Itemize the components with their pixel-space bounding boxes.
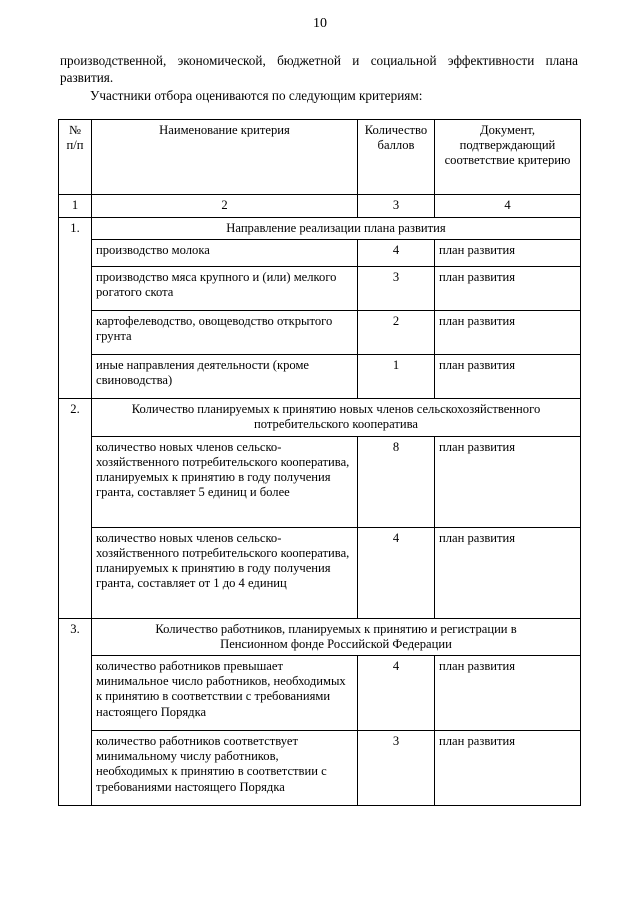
intro-paragraph-1: производственной, экономической, бюджетной и социальной эффективности плана развития. [60,53,578,85]
section-number: 3. [59,618,92,805]
criterion-points: 4 [358,527,435,618]
criterion-name: количество новых членов сельско-хозяйственного потребительского кооператива, планируемых к принятию в году получения гранта, составляет 5 единиц и более [92,436,358,527]
criterion-points: 3 [358,731,435,806]
criterion-name: картофелеводство, овощеводство открытого грунта [92,311,358,355]
section-title: Количество планируемых к принятию новых членов сельскохозяйственного потребительского кооператива [92,399,581,436]
table-row [59,355,581,399]
column-number: 2 [92,195,358,218]
criterion-document: план развития [435,240,581,267]
criterion-document: план развития [435,267,581,311]
intro-text [60,52,578,104]
criterion-document: план развития [435,436,581,527]
criterion-document: план развития [435,527,581,618]
column-number: 4 [435,195,581,218]
table-row [59,267,581,311]
criterion-document: план развития [435,731,581,806]
criterion-name: количество новых членов сельско-хозяйственного потребительского кооператива, планируемых к принятию в году получения гранта, составляет от 1 до 4 единиц [92,527,358,618]
criterion-points: 1 [358,355,435,399]
column-number: 1 [59,195,92,218]
criterion-name: производство молока [92,240,358,267]
criterion-name: количество работников соответствует минимальному числу работников, необходимых к принятию в соответствии с требованиями настоящего Порядка [92,731,358,806]
criterion-name: количество работников превышает минимальное число работников, необходимых к принятию в соответствии с требованиями настоящего Порядка [92,656,358,731]
table-row [59,731,581,806]
table-header-row [59,120,581,195]
column-number-row [59,195,581,218]
section-row [59,218,581,240]
section-title: Количество работников, планируемых к принятию и регистрации в Пенсионном фонде Российской Федерации [92,618,581,655]
header-points: Количество баллов [358,120,435,195]
table-row [59,311,581,355]
criterion-points: 8 [358,436,435,527]
criterion-points: 4 [358,656,435,731]
criterion-points: 2 [358,311,435,355]
criteria-table [58,119,581,806]
header-doc: Документ, подтверждающий соответствие критерию [435,120,581,195]
section-number: 2. [59,399,92,618]
intro-paragraph-2: Участники отбора оцениваются по следующим критериям: [90,88,423,103]
criterion-document: план развития [435,656,581,731]
criterion-points: 4 [358,240,435,267]
table-row [59,656,581,731]
header-num: № п/п [59,120,92,195]
section-row [59,618,581,655]
section-row [59,399,581,436]
page-number: 10 [313,16,327,31]
table-row [59,527,581,618]
table-row [59,240,581,267]
criterion-document: план развития [435,355,581,399]
header-name: Наименование критерия [92,120,358,195]
criterion-points: 3 [358,267,435,311]
section-number: 1. [59,218,92,399]
criterion-name: производство мяса крупного и (или) мелкого рогатого скота [92,267,358,311]
criterion-name: иные направления деятельности (кроме свиноводства) [92,355,358,399]
column-number: 3 [358,195,435,218]
section-title: Направление реализации плана развития [92,218,581,240]
criterion-document: план развития [435,311,581,355]
table-row [59,436,581,527]
